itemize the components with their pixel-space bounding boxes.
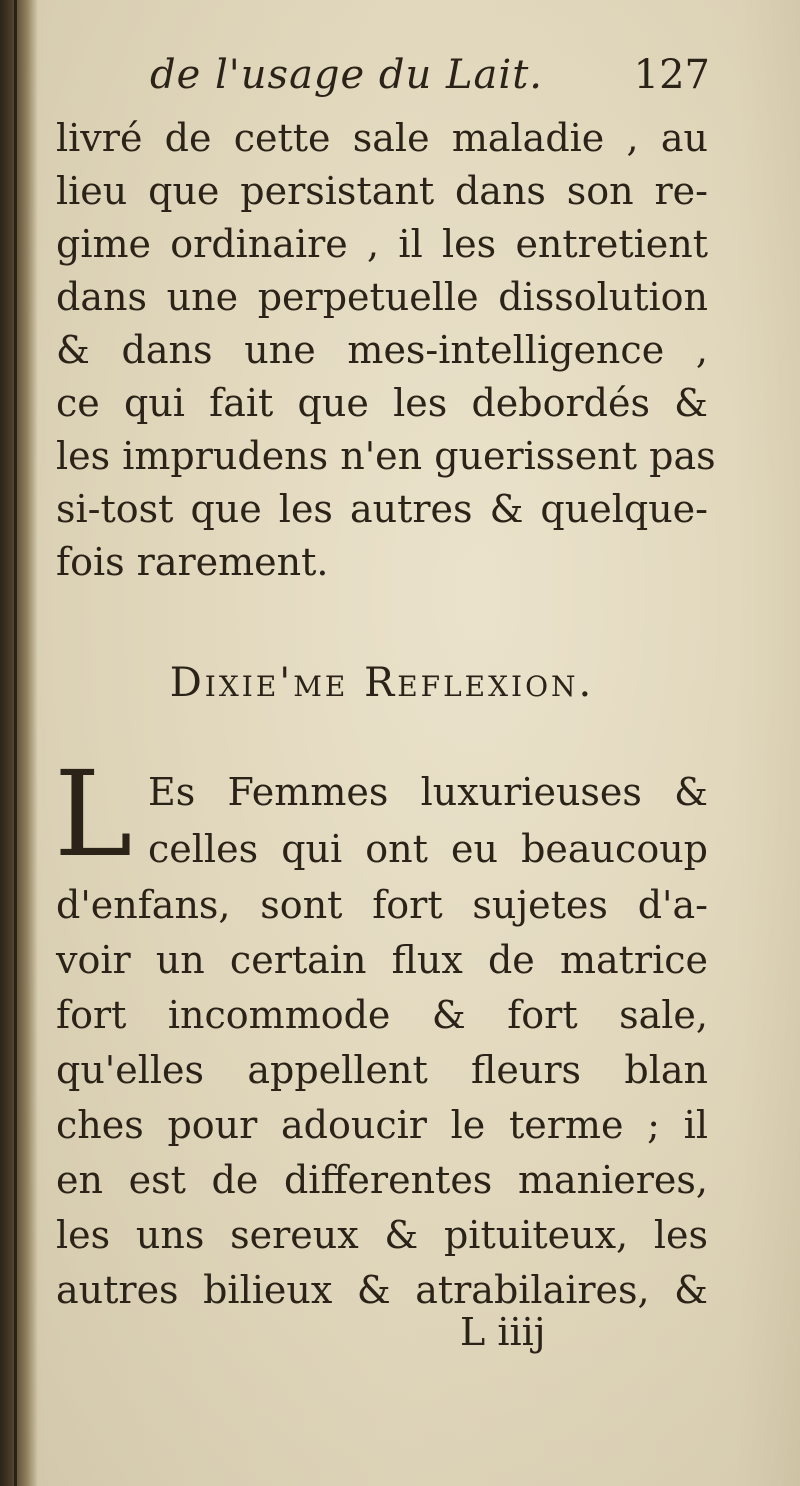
text-line: voir un certain flux de matrice (56, 938, 708, 982)
paragraph-1 (56, 112, 716, 589)
text-line: d'enfans, sont fort sujetes d'a- (56, 883, 708, 927)
text-line: gime ordinaire , il les entretient (56, 222, 708, 266)
text-line: fort incommode & fort sale, (56, 993, 708, 1037)
text-line: si-tost que les autres & quelque- (56, 487, 708, 531)
text-line: autres bilieux & atrabilaires, & (56, 1268, 708, 1312)
text-line: qu'elles appellent fleurs blan (56, 1048, 708, 1092)
text-line: lieu que persistant dans son re- (56, 169, 708, 213)
text-line: les uns sereux & pituiteux, les (56, 1213, 708, 1257)
binding-edge (14, 0, 17, 1486)
paragraph-2 (56, 878, 708, 1318)
running-head-title: de l'usage du Lait. (150, 52, 543, 98)
text-line: les imprudens n'en guerissent pas (56, 434, 716, 478)
drop-cap: L (54, 745, 133, 883)
text-line: Es Femmes luxurieuses & (148, 770, 708, 814)
text-line: celles qui ont eu beaucoup (148, 827, 708, 871)
paragraph-2-opening (148, 764, 708, 878)
text-line: dans une perpetuelle dissolution (56, 275, 708, 319)
text-line: ches pour adoucir le terme ; il (56, 1103, 708, 1147)
text-line: en est de differentes manieres, (56, 1158, 708, 1202)
text-line: livré de cette sale maladie , au (56, 116, 708, 160)
section-heading: Dixie'me Reflexion. (169, 660, 595, 706)
text-line: ce qui fait que les debordés & (56, 381, 708, 425)
text-line: fois rarement. (56, 540, 329, 584)
page-number: 127 (633, 52, 710, 98)
signature-mark: L iiij (460, 1310, 546, 1354)
text-line: & dans une mes-intelligence , (56, 328, 708, 372)
book-binding (0, 0, 38, 1486)
running-head (150, 52, 710, 102)
